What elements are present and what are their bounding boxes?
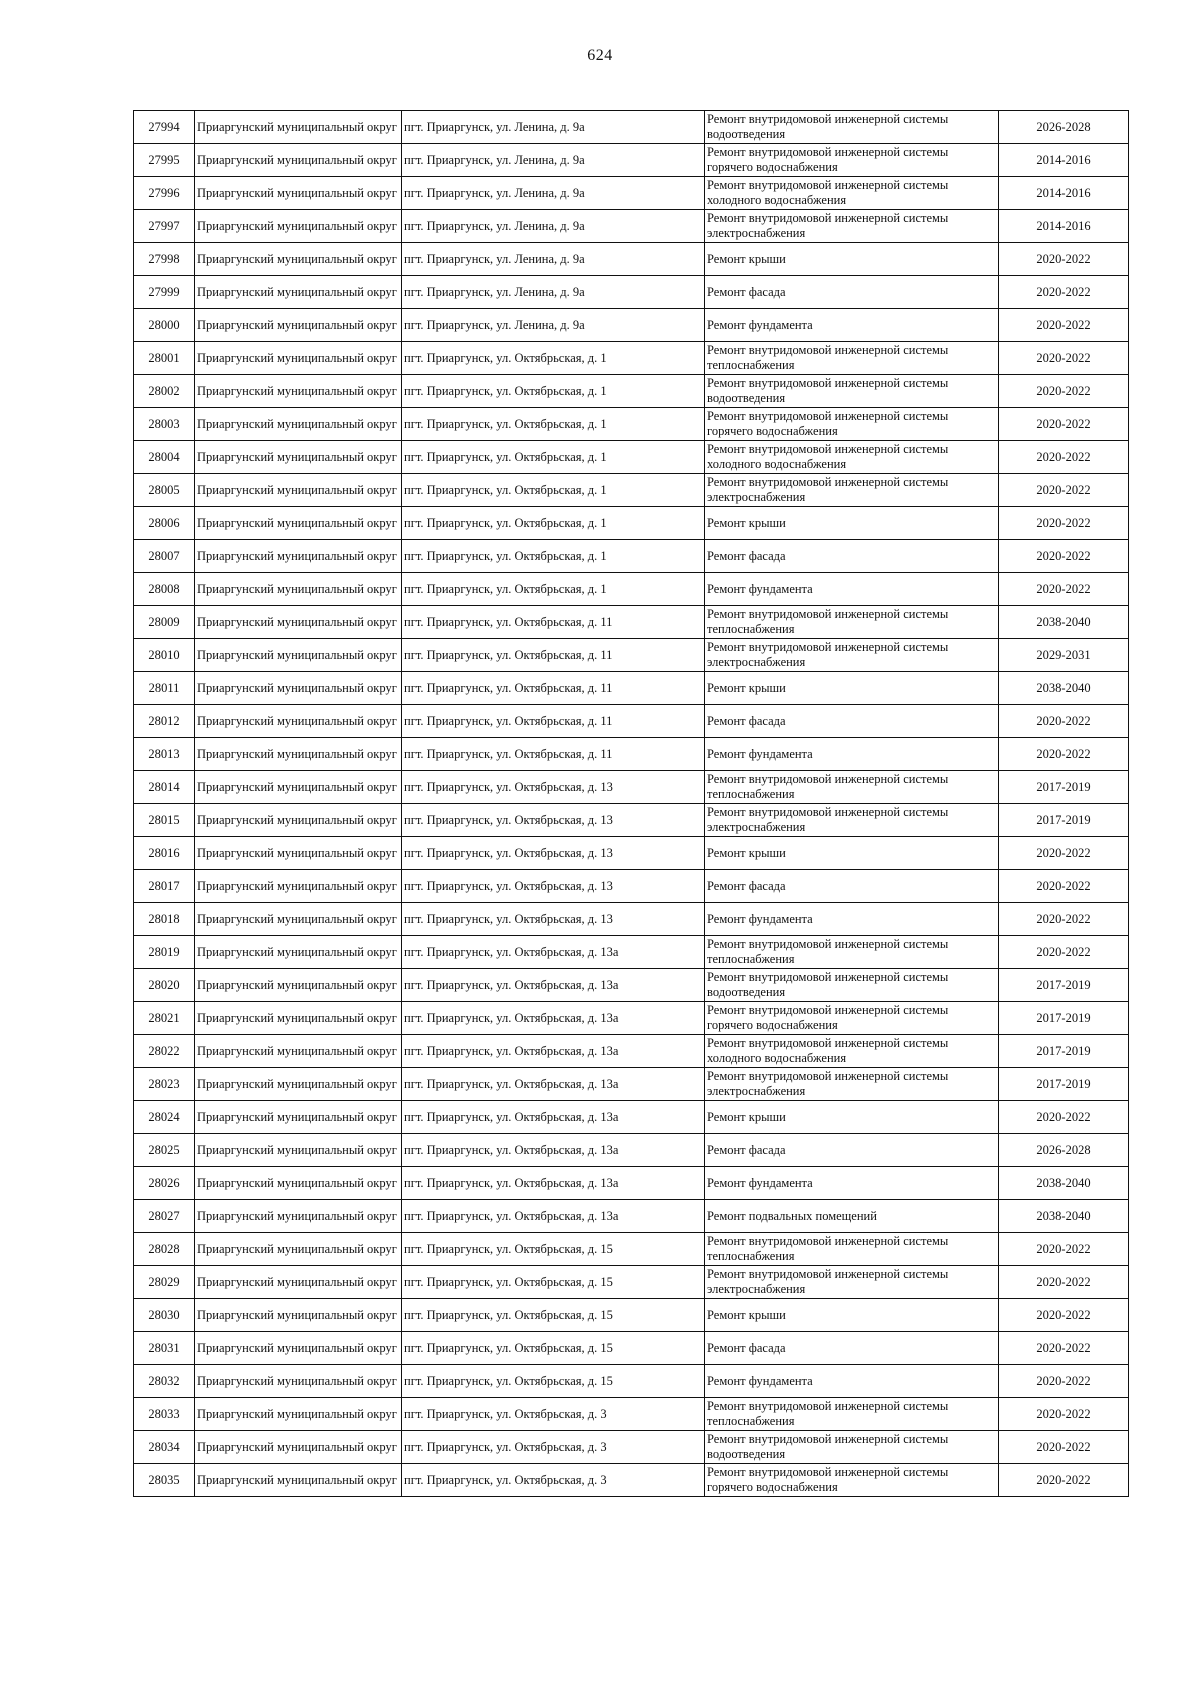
table-row xyxy=(134,1431,1129,1464)
district-cell: Приаргунский муниципальный округ xyxy=(195,441,402,474)
district-cell: Приаргунский муниципальный округ xyxy=(195,276,402,309)
district-cell: Приаргунский муниципальный округ xyxy=(195,309,402,342)
work-type-cell: Ремонт внутридомовой инженерной системы теплоснабжения xyxy=(705,606,999,639)
address-cell: пгт. Приаргунск, ул. Октябрьская, д. 15 xyxy=(402,1332,705,1365)
work-type-cell: Ремонт крыши xyxy=(705,1101,999,1134)
row-number-cell: 27999 xyxy=(134,276,195,309)
row-number-cell: 27998 xyxy=(134,243,195,276)
work-type-cell: Ремонт подвальных помещений xyxy=(705,1200,999,1233)
address-cell: пгт. Приаргунск, ул. Ленина, д. 9а xyxy=(402,243,705,276)
district-cell: Приаргунский муниципальный округ xyxy=(195,936,402,969)
period-cell: 2020-2022 xyxy=(999,1431,1129,1464)
address-cell: пгт. Приаргунск, ул. Октябрьская, д. 1 xyxy=(402,474,705,507)
row-number-cell: 28031 xyxy=(134,1332,195,1365)
row-number-cell: 27994 xyxy=(134,111,195,144)
row-number-cell: 28009 xyxy=(134,606,195,639)
table-row xyxy=(134,1332,1129,1365)
address-cell: пгт. Приаргунск, ул. Октябрьская, д. 13а xyxy=(402,1200,705,1233)
table-row xyxy=(134,1398,1129,1431)
table-row xyxy=(134,705,1129,738)
address-cell: пгт. Приаргунск, ул. Октябрьская, д. 1 xyxy=(402,375,705,408)
work-type-cell: Ремонт внутридомовой инженерной системы теплоснабжения xyxy=(705,1398,999,1431)
table-row xyxy=(134,1266,1129,1299)
address-cell: пгт. Приаргунск, ул. Октябрьская, д. 13 xyxy=(402,870,705,903)
period-cell: 2017-2019 xyxy=(999,1002,1129,1035)
address-cell: пгт. Приаргунск, ул. Октябрьская, д. 3 xyxy=(402,1398,705,1431)
row-number-cell: 28004 xyxy=(134,441,195,474)
district-cell: Приаргунский муниципальный округ xyxy=(195,342,402,375)
table-body xyxy=(134,111,1129,1497)
work-type-cell: Ремонт внутридомовой инженерной системы теплоснабжения xyxy=(705,1233,999,1266)
table-row xyxy=(134,804,1129,837)
district-cell: Приаргунский муниципальный округ xyxy=(195,705,402,738)
work-type-cell: Ремонт внутридомовой инженерной системы горячего водоснабжения xyxy=(705,408,999,441)
row-number-cell: 28022 xyxy=(134,1035,195,1068)
district-cell: Приаргунский муниципальный округ xyxy=(195,1134,402,1167)
row-number-cell: 27996 xyxy=(134,177,195,210)
period-cell: 2038-2040 xyxy=(999,1167,1129,1200)
address-cell: пгт. Приаргунск, ул. Ленина, д. 9а xyxy=(402,177,705,210)
work-type-cell: Ремонт внутридомовой инженерной системы водоотведения xyxy=(705,111,999,144)
work-type-cell: Ремонт фундамента xyxy=(705,903,999,936)
district-cell: Приаргунский муниципальный округ xyxy=(195,606,402,639)
district-cell: Приаргунский муниципальный округ xyxy=(195,1101,402,1134)
address-cell: пгт. Приаргунск, ул. Октябрьская, д. 13а xyxy=(402,1035,705,1068)
period-cell: 2020-2022 xyxy=(999,1101,1129,1134)
table-row xyxy=(134,606,1129,639)
address-cell: пгт. Приаргунск, ул. Октябрьская, д. 3 xyxy=(402,1464,705,1497)
period-cell: 2020-2022 xyxy=(999,309,1129,342)
period-cell: 2020-2022 xyxy=(999,1464,1129,1497)
address-cell: пгт. Приаргунск, ул. Октябрьская, д. 3 xyxy=(402,1431,705,1464)
row-number-cell: 28032 xyxy=(134,1365,195,1398)
period-cell: 2038-2040 xyxy=(999,1200,1129,1233)
table-row xyxy=(134,837,1129,870)
period-cell: 2038-2040 xyxy=(999,672,1129,705)
district-cell: Приаргунский муниципальный округ xyxy=(195,1332,402,1365)
work-type-cell: Ремонт внутридомовой инженерной системы электроснабжения xyxy=(705,1266,999,1299)
period-cell: 2020-2022 xyxy=(999,1266,1129,1299)
work-type-cell: Ремонт фасада xyxy=(705,1134,999,1167)
period-cell: 2020-2022 xyxy=(999,243,1129,276)
address-cell: пгт. Приаргунск, ул. Октябрьская, д. 1 xyxy=(402,540,705,573)
table-row xyxy=(134,1299,1129,1332)
work-type-cell: Ремонт внутридомовой инженерной системы водоотведения xyxy=(705,1431,999,1464)
row-number-cell: 28005 xyxy=(134,474,195,507)
period-cell: 2020-2022 xyxy=(999,1299,1129,1332)
work-type-cell: Ремонт фасада xyxy=(705,705,999,738)
address-cell: пгт. Приаргунск, ул. Октябрьская, д. 13 xyxy=(402,837,705,870)
address-cell: пгт. Приаргунск, ул. Октябрьская, д. 13а xyxy=(402,1068,705,1101)
row-number-cell: 28011 xyxy=(134,672,195,705)
table-row xyxy=(134,639,1129,672)
row-number-cell: 28035 xyxy=(134,1464,195,1497)
period-cell: 2020-2022 xyxy=(999,540,1129,573)
table-row xyxy=(134,441,1129,474)
row-number-cell: 28012 xyxy=(134,705,195,738)
period-cell: 2017-2019 xyxy=(999,771,1129,804)
district-cell: Приаргунский муниципальный округ xyxy=(195,507,402,540)
work-type-cell: Ремонт внутридомовой инженерной системы холодного водоснабжения xyxy=(705,441,999,474)
table-row xyxy=(134,1464,1129,1497)
page-number: 624 xyxy=(587,47,613,64)
work-type-cell: Ремонт фасада xyxy=(705,1332,999,1365)
table-row xyxy=(134,969,1129,1002)
period-cell: 2014-2016 xyxy=(999,210,1129,243)
period-cell: 2029-2031 xyxy=(999,639,1129,672)
district-cell: Приаргунский муниципальный округ xyxy=(195,1365,402,1398)
district-cell: Приаргунский муниципальный округ xyxy=(195,1299,402,1332)
address-cell: пгт. Приаргунск, ул. Ленина, д. 9а xyxy=(402,276,705,309)
period-cell: 2020-2022 xyxy=(999,936,1129,969)
address-cell: пгт. Приаргунск, ул. Октябрьская, д. 1 xyxy=(402,573,705,606)
period-cell: 2026-2028 xyxy=(999,1134,1129,1167)
district-cell: Приаргунский муниципальный округ xyxy=(195,738,402,771)
table-row xyxy=(134,573,1129,606)
period-cell: 2020-2022 xyxy=(999,507,1129,540)
address-cell: пгт. Приаргунск, ул. Октябрьская, д. 13а xyxy=(402,969,705,1002)
period-cell: 2017-2019 xyxy=(999,1035,1129,1068)
district-cell: Приаргунский муниципальный округ xyxy=(195,111,402,144)
table-row xyxy=(134,903,1129,936)
period-cell: 2020-2022 xyxy=(999,1398,1129,1431)
row-number-cell: 28018 xyxy=(134,903,195,936)
table-row xyxy=(134,111,1129,144)
district-cell: Приаргунский муниципальный округ xyxy=(195,771,402,804)
district-cell: Приаргунский муниципальный округ xyxy=(195,1068,402,1101)
address-cell: пгт. Приаргунск, ул. Ленина, д. 9а xyxy=(402,210,705,243)
period-cell: 2020-2022 xyxy=(999,705,1129,738)
address-cell: пгт. Приаргунск, ул. Октябрьская, д. 1 xyxy=(402,342,705,375)
district-cell: Приаргунский муниципальный округ xyxy=(195,870,402,903)
district-cell: Приаргунский муниципальный округ xyxy=(195,1002,402,1035)
address-cell: пгт. Приаргунск, ул. Ленина, д. 9а xyxy=(402,144,705,177)
address-cell: пгт. Приаргунск, ул. Октябрьская, д. 11 xyxy=(402,639,705,672)
row-number-cell: 28017 xyxy=(134,870,195,903)
work-type-cell: Ремонт крыши xyxy=(705,243,999,276)
work-type-cell: Ремонт крыши xyxy=(705,837,999,870)
address-cell: пгт. Приаргунск, ул. Октябрьская, д. 1 xyxy=(402,408,705,441)
work-type-cell: Ремонт фундамента xyxy=(705,309,999,342)
district-cell: Приаргунский муниципальный округ xyxy=(195,639,402,672)
work-type-cell: Ремонт фундамента xyxy=(705,738,999,771)
district-cell: Приаргунский муниципальный округ xyxy=(195,1266,402,1299)
row-number-cell: 27995 xyxy=(134,144,195,177)
address-cell: пгт. Приаргунск, ул. Октябрьская, д. 1 xyxy=(402,507,705,540)
period-cell: 2014-2016 xyxy=(999,144,1129,177)
district-cell: Приаргунский муниципальный округ xyxy=(195,375,402,408)
row-number-cell: 28028 xyxy=(134,1233,195,1266)
row-number-cell: 28006 xyxy=(134,507,195,540)
period-cell: 2020-2022 xyxy=(999,474,1129,507)
row-number-cell: 28030 xyxy=(134,1299,195,1332)
row-number-cell: 28034 xyxy=(134,1431,195,1464)
period-cell: 2020-2022 xyxy=(999,837,1129,870)
address-cell: пгт. Приаргунск, ул. Октябрьская, д. 13а xyxy=(402,1002,705,1035)
row-number-cell: 28002 xyxy=(134,375,195,408)
period-cell: 2017-2019 xyxy=(999,804,1129,837)
table-row xyxy=(134,540,1129,573)
work-type-cell: Ремонт внутридомовой инженерной системы водоотведения xyxy=(705,375,999,408)
row-number-cell: 28014 xyxy=(134,771,195,804)
district-cell: Приаргунский муниципальный округ xyxy=(195,1398,402,1431)
row-number-cell: 28033 xyxy=(134,1398,195,1431)
table-row xyxy=(134,408,1129,441)
district-cell: Приаргунский муниципальный округ xyxy=(195,144,402,177)
table-row xyxy=(134,144,1129,177)
table-row xyxy=(134,1233,1129,1266)
work-type-cell: Ремонт внутридомовой инженерной системы холодного водоснабжения xyxy=(705,1035,999,1068)
table-row xyxy=(134,243,1129,276)
work-type-cell: Ремонт внутридомовой инженерной системы электроснабжения xyxy=(705,1068,999,1101)
period-cell: 2020-2022 xyxy=(999,1332,1129,1365)
district-cell: Приаргунский муниципальный округ xyxy=(195,1464,402,1497)
row-number-cell: 28019 xyxy=(134,936,195,969)
table-row xyxy=(134,342,1129,375)
district-cell: Приаргунский муниципальный округ xyxy=(195,969,402,1002)
address-cell: пгт. Приаргунск, ул. Октябрьская, д. 15 xyxy=(402,1365,705,1398)
address-cell: пгт. Приаргунск, ул. Октябрьская, д. 15 xyxy=(402,1233,705,1266)
work-type-cell: Ремонт внутридомовой инженерной системы горячего водоснабжения xyxy=(705,144,999,177)
period-cell: 2020-2022 xyxy=(999,1233,1129,1266)
table-row xyxy=(134,672,1129,705)
address-cell: пгт. Приаргунск, ул. Октябрьская, д. 15 xyxy=(402,1299,705,1332)
address-cell: пгт. Приаргунск, ул. Октябрьская, д. 15 xyxy=(402,1266,705,1299)
table-row xyxy=(134,1365,1129,1398)
district-cell: Приаргунский муниципальный округ xyxy=(195,1233,402,1266)
row-number-cell: 28007 xyxy=(134,540,195,573)
work-type-cell: Ремонт внутридомовой инженерной системы теплоснабжения xyxy=(705,771,999,804)
address-cell: пгт. Приаргунск, ул. Октябрьская, д. 13а xyxy=(402,1101,705,1134)
row-number-cell: 28025 xyxy=(134,1134,195,1167)
district-cell: Приаргунский муниципальный округ xyxy=(195,1167,402,1200)
row-number-cell: 27997 xyxy=(134,210,195,243)
period-cell: 2026-2028 xyxy=(999,111,1129,144)
table-row xyxy=(134,738,1129,771)
work-type-cell: Ремонт фундамента xyxy=(705,573,999,606)
period-cell: 2020-2022 xyxy=(999,276,1129,309)
address-cell: пгт. Приаргунск, ул. Октябрьская, д. 11 xyxy=(402,738,705,771)
district-cell: Приаргунский муниципальный округ xyxy=(195,903,402,936)
work-type-cell: Ремонт внутридомовой инженерной системы водоотведения xyxy=(705,969,999,1002)
period-cell: 2020-2022 xyxy=(999,408,1129,441)
district-cell: Приаргунский муниципальный округ xyxy=(195,177,402,210)
table-row xyxy=(134,474,1129,507)
address-cell: пгт. Приаргунск, ул. Октябрьская, д. 13 xyxy=(402,771,705,804)
district-cell: Приаргунский муниципальный округ xyxy=(195,408,402,441)
work-type-cell: Ремонт крыши xyxy=(705,507,999,540)
address-cell: пгт. Приаргунск, ул. Октябрьская, д. 13а xyxy=(402,936,705,969)
table-row xyxy=(134,210,1129,243)
district-cell: Приаргунский муниципальный округ xyxy=(195,1200,402,1233)
address-cell: пгт. Приаргунск, ул. Октябрьская, д. 11 xyxy=(402,672,705,705)
table-row xyxy=(134,936,1129,969)
district-cell: Приаргунский муниципальный округ xyxy=(195,474,402,507)
period-cell: 2020-2022 xyxy=(999,870,1129,903)
address-cell: пгт. Приаргунск, ул. Октябрьская, д. 13а xyxy=(402,1167,705,1200)
address-cell: пгт. Приаргунск, ул. Октябрьская, д. 13 xyxy=(402,804,705,837)
period-cell: 2020-2022 xyxy=(999,573,1129,606)
row-number-cell: 28016 xyxy=(134,837,195,870)
row-number-cell: 28001 xyxy=(134,342,195,375)
table-row xyxy=(134,276,1129,309)
work-type-cell: Ремонт фундамента xyxy=(705,1167,999,1200)
table-row xyxy=(134,1101,1129,1134)
district-cell: Приаргунский муниципальный округ xyxy=(195,837,402,870)
address-cell: пгт. Приаргунск, ул. Октябрьская, д. 13 xyxy=(402,903,705,936)
address-cell: пгт. Приаргунск, ул. Октябрьская, д. 11 xyxy=(402,705,705,738)
district-cell: Приаргунский муниципальный округ xyxy=(195,210,402,243)
district-cell: Приаргунский муниципальный округ xyxy=(195,573,402,606)
table-row xyxy=(134,1002,1129,1035)
table-row xyxy=(134,1035,1129,1068)
table-row xyxy=(134,177,1129,210)
district-cell: Приаргунский муниципальный округ xyxy=(195,672,402,705)
address-cell: пгт. Приаргунск, ул. Октябрьская, д. 1 xyxy=(402,441,705,474)
address-cell: пгт. Приаргунск, ул. Ленина, д. 9а xyxy=(402,309,705,342)
district-cell: Приаргунский муниципальный округ xyxy=(195,804,402,837)
work-type-cell: Ремонт фасада xyxy=(705,540,999,573)
work-type-cell: Ремонт внутридомовой инженерной системы холодного водоснабжения xyxy=(705,177,999,210)
row-number-cell: 28020 xyxy=(134,969,195,1002)
table-row xyxy=(134,1068,1129,1101)
period-cell: 2020-2022 xyxy=(999,903,1129,936)
work-type-cell: Ремонт крыши xyxy=(705,1299,999,1332)
row-number-cell: 28024 xyxy=(134,1101,195,1134)
work-type-cell: Ремонт внутридомовой инженерной системы теплоснабжения xyxy=(705,342,999,375)
row-number-cell: 28021 xyxy=(134,1002,195,1035)
address-cell: пгт. Приаргунск, ул. Октябрьская, д. 11 xyxy=(402,606,705,639)
period-cell: 2020-2022 xyxy=(999,738,1129,771)
table-row xyxy=(134,771,1129,804)
row-number-cell: 28008 xyxy=(134,573,195,606)
row-number-cell: 28013 xyxy=(134,738,195,771)
repair-schedule-table xyxy=(133,110,1129,1497)
period-cell: 2038-2040 xyxy=(999,606,1129,639)
period-cell: 2020-2022 xyxy=(999,441,1129,474)
table-row xyxy=(134,375,1129,408)
row-number-cell: 28015 xyxy=(134,804,195,837)
work-type-cell: Ремонт внутридомовой инженерной системы теплоснабжения xyxy=(705,936,999,969)
table-row xyxy=(134,1134,1129,1167)
row-number-cell: 28023 xyxy=(134,1068,195,1101)
period-cell: 2017-2019 xyxy=(999,1068,1129,1101)
work-type-cell: Ремонт внутридомовой инженерной системы электроснабжения xyxy=(705,474,999,507)
work-type-cell: Ремонт фасада xyxy=(705,870,999,903)
work-type-cell: Ремонт внутридомовой инженерной системы горячего водоснабжения xyxy=(705,1464,999,1497)
period-cell: 2017-2019 xyxy=(999,969,1129,1002)
district-cell: Приаргунский муниципальный округ xyxy=(195,540,402,573)
work-type-cell: Ремонт внутридомовой инженерной системы электроснабжения xyxy=(705,210,999,243)
work-type-cell: Ремонт фундамента xyxy=(705,1365,999,1398)
row-number-cell: 28026 xyxy=(134,1167,195,1200)
table-row xyxy=(134,507,1129,540)
work-type-cell: Ремонт крыши xyxy=(705,672,999,705)
address-cell: пгт. Приаргунск, ул. Ленина, д. 9а xyxy=(402,111,705,144)
work-type-cell: Ремонт внутридомовой инженерной системы электроснабжения xyxy=(705,804,999,837)
table-row xyxy=(134,309,1129,342)
row-number-cell: 28000 xyxy=(134,309,195,342)
address-cell: пгт. Приаргунск, ул. Октябрьская, д. 13а xyxy=(402,1134,705,1167)
row-number-cell: 28027 xyxy=(134,1200,195,1233)
work-type-cell: Ремонт фасада xyxy=(705,276,999,309)
period-cell: 2020-2022 xyxy=(999,375,1129,408)
work-type-cell: Ремонт внутридомовой инженерной системы электроснабжения xyxy=(705,639,999,672)
period-cell: 2020-2022 xyxy=(999,342,1129,375)
period-cell: 2020-2022 xyxy=(999,1365,1129,1398)
work-type-cell: Ремонт внутридомовой инженерной системы горячего водоснабжения xyxy=(705,1002,999,1035)
row-number-cell: 28003 xyxy=(134,408,195,441)
district-cell: Приаргунский муниципальный округ xyxy=(195,1431,402,1464)
district-cell: Приаргунский муниципальный округ xyxy=(195,243,402,276)
row-number-cell: 28029 xyxy=(134,1266,195,1299)
table-row xyxy=(134,1167,1129,1200)
district-cell: Приаргунский муниципальный округ xyxy=(195,1035,402,1068)
table-row xyxy=(134,1200,1129,1233)
row-number-cell: 28010 xyxy=(134,639,195,672)
period-cell: 2014-2016 xyxy=(999,177,1129,210)
table-row xyxy=(134,870,1129,903)
